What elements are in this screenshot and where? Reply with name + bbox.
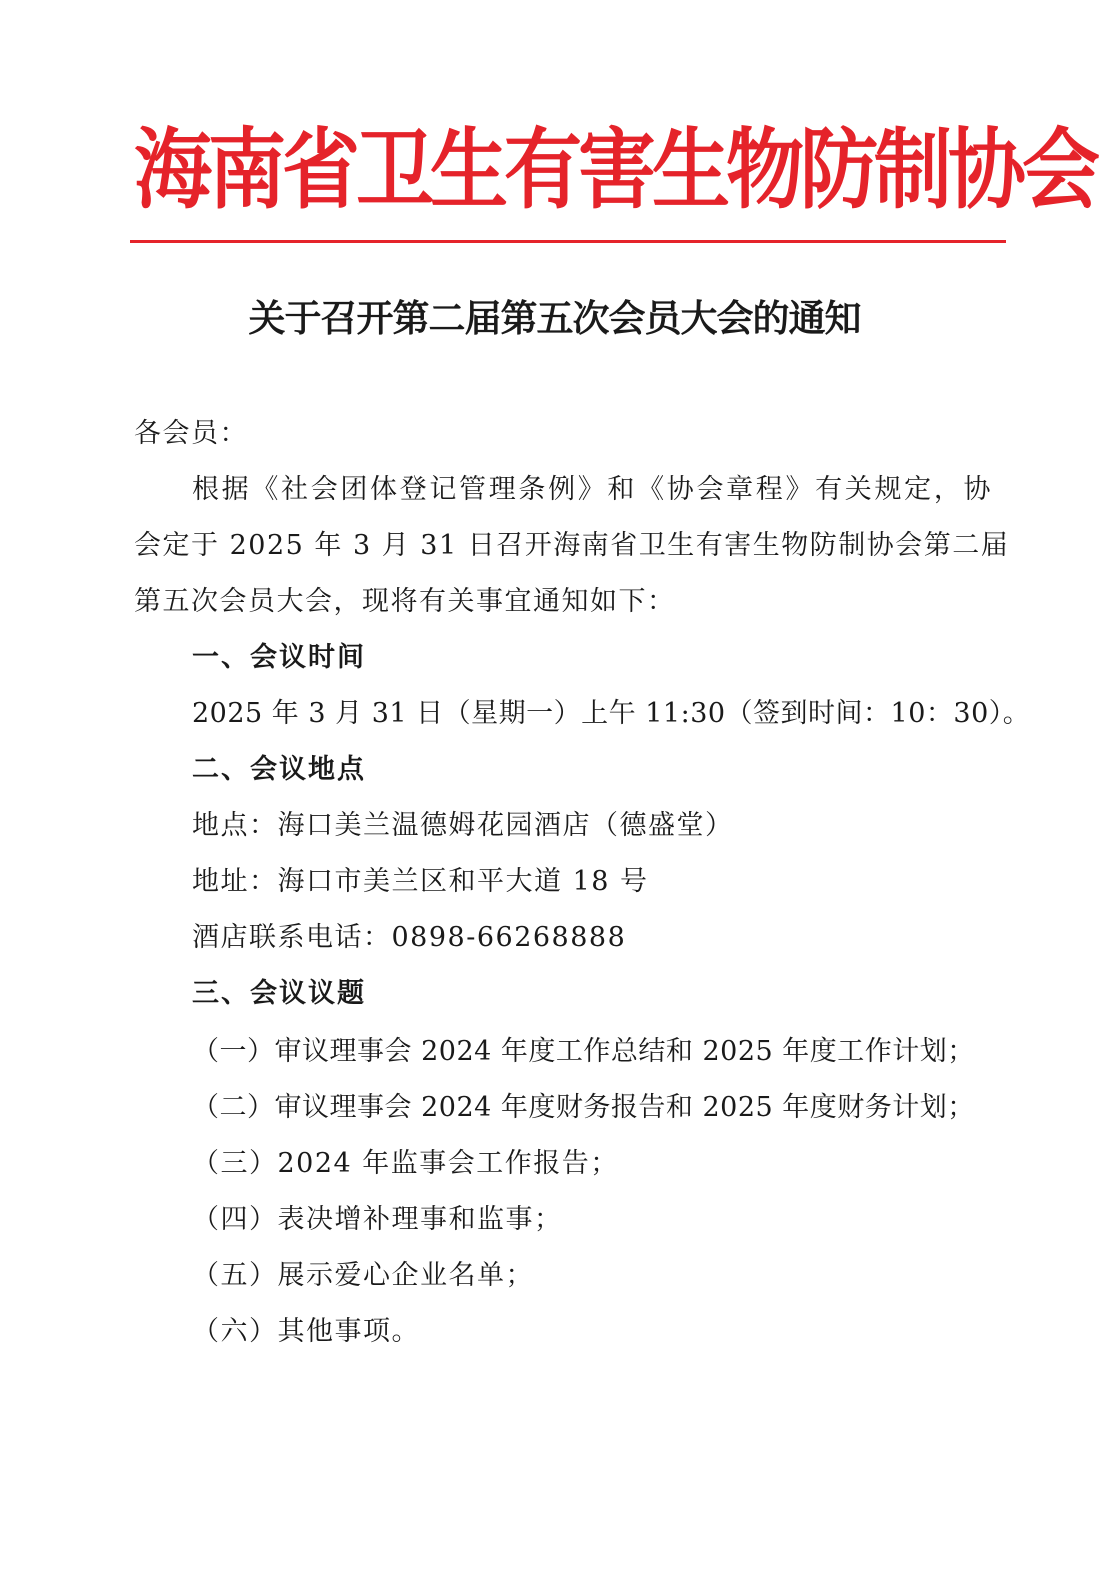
agenda-item: （六）其他事项。: [192, 1316, 420, 1347]
salutation: 各会员：: [134, 418, 248, 449]
meeting-time-text: 2025 年 3 月 31 日（星期一）上午 11:30（签到时间：10：30）。: [192, 698, 1031, 729]
organization-letterhead: 海南省卫生有害生物防制协会: [134, 119, 1097, 222]
section-heading-time: 一、会议时间: [192, 642, 366, 673]
agenda-item: （二）审议理事会 2024 年度财务报告和 2025 年度财务计划；: [192, 1092, 975, 1123]
section-heading-agenda: 三、会议议题: [192, 978, 366, 1009]
agenda-item: （四）表决增补理事和监事；: [192, 1204, 563, 1235]
header-divider: [130, 240, 1006, 243]
hotel-phone: 酒店联系电话：0898-66268888: [192, 922, 627, 953]
meeting-address: 地址：海口市美兰区和平大道 18 号: [192, 866, 649, 897]
meeting-venue: 地点：海口美兰温德姆花园酒店（德盛堂）: [192, 810, 734, 841]
intro-line-1: 根据《社会团体登记管理条例》和《协会章程》有关规定，协: [192, 474, 992, 505]
document-title: 关于召开第二届第五次会员大会的通知: [248, 296, 861, 340]
intro-line-3: 第五次会员大会，现将有关事宜通知如下：: [134, 586, 676, 617]
agenda-item: （三）2024 年监事会工作报告；: [192, 1148, 619, 1179]
agenda-item: （五）展示爱心企业名单；: [192, 1260, 534, 1291]
agenda-item: （一）审议理事会 2024 年度工作总结和 2025 年度工作计划；: [192, 1036, 975, 1067]
intro-line-2: 会定于 2025 年 3 月 31 日召开海南省卫生有害生物防制协会第二届: [134, 530, 1010, 561]
section-heading-place: 二、会议地点: [192, 754, 366, 785]
